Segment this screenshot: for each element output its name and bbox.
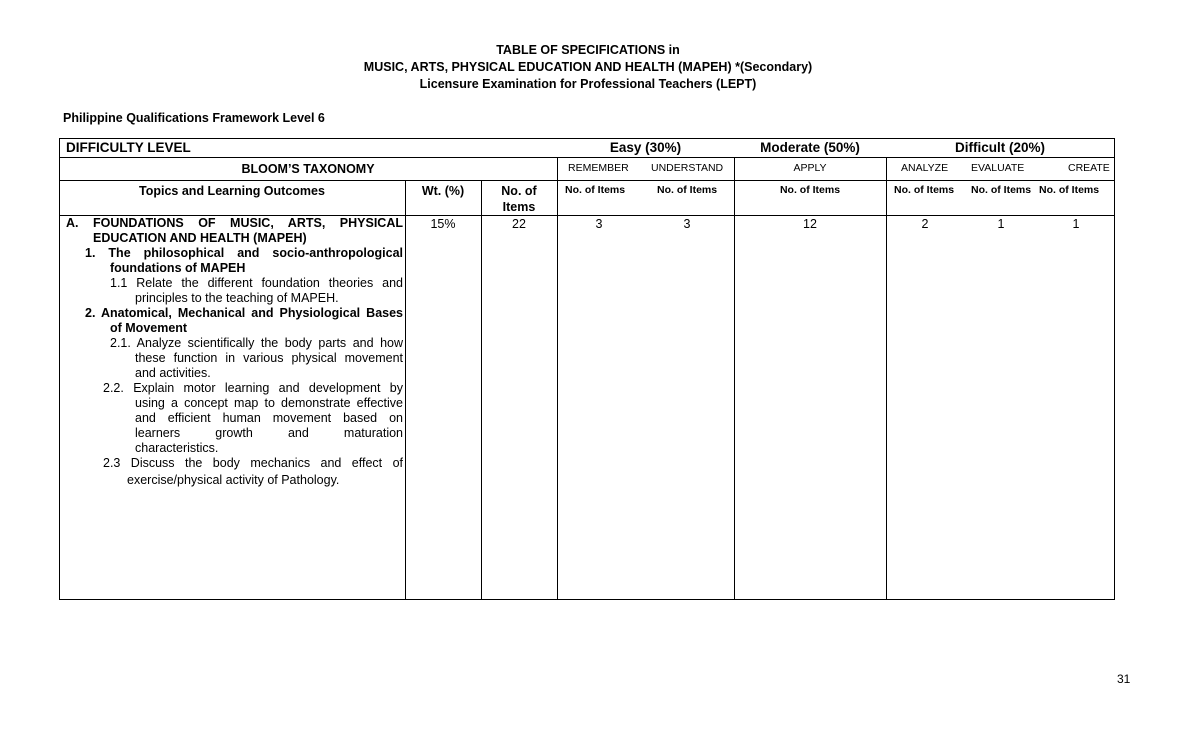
outcome-line-2-2e: characteristics. [135, 441, 219, 455]
understand-header: UNDERSTAND [651, 162, 724, 174]
outcome-line-2-3a: 2.3 Discuss the body mechanics and effect of [103, 456, 403, 470]
blooms-taxonomy-label: BLOOM’S TAXONOMY [241, 162, 375, 176]
remember-items-header: No. of Items [565, 184, 626, 196]
outcome-line-2-1a: 2.1. Analyze scientifically the body parts and how [110, 336, 403, 350]
apply-items-header: No. of Items [779, 184, 841, 196]
weight-value: 15% [430, 217, 456, 231]
table-border-top [59, 138, 1115, 139]
table-border-right [1114, 138, 1115, 600]
difficult-header: Difficult (20%) [954, 140, 1045, 155]
remember-header: REMEMBER [568, 162, 629, 174]
outcome-line-2-1b: these function in various physical movement [135, 351, 403, 365]
outcome-line-1-1a: 1.1 Relate the different foundation theories and [110, 276, 403, 290]
outcome-line-1-1b: principles to the teaching of MAPEH. [135, 291, 339, 305]
evaluate-value: 1 [997, 217, 1005, 231]
difficulty-level-label: DIFFICULTY LEVEL [66, 140, 191, 155]
outcome-line-2-2c: and efficient human movement based on [135, 411, 403, 425]
topic-line-2a: 2. Anatomical, Mechanical and Physiological Bases [85, 306, 403, 320]
col-rule-items [557, 157, 558, 600]
understand-items-header: No. of Items [657, 184, 718, 196]
topic-line-1b: foundations of MAPEH [110, 261, 246, 275]
col-rule-topics [405, 180, 406, 600]
no-items-value: 22 [512, 217, 526, 231]
evaluate-header: EVALUATE [971, 162, 1025, 174]
table-border-left [59, 138, 60, 600]
no-of-items-header-line2: Items [502, 200, 536, 214]
framework-label: Philippine Qualifications Framework Level 6 [63, 111, 325, 125]
col-rule-moderate [886, 157, 887, 600]
table-border-bottom [59, 599, 1115, 600]
create-items-header: No. of Items [1039, 184, 1100, 196]
topic-line-a1: A. FOUNDATIONS OF MUSIC, ARTS, PHYSICAL [66, 216, 403, 230]
outcome-line-2-2b: using a concept map to demonstrate effective [135, 396, 403, 410]
evaluate-items-header: No. of Items [971, 184, 1032, 196]
topic-cell [62, 216, 403, 488]
document-title: TABLE OF SPECIFICATIONS in [496, 43, 680, 57]
apply-value: 12 [803, 217, 817, 231]
outcome-line-2-3b: exercise/physical activity of Pathology. [127, 473, 340, 487]
outcome-line-2-2a: 2.2. Explain motor learning and development by [103, 381, 403, 395]
page-number: 31 [1117, 672, 1131, 686]
topic-line-2b: of Movement [110, 321, 188, 335]
document-exam-name: Licensure Examination for Professional Teachers (LEPT) [419, 77, 757, 91]
apply-header: APPLY [793, 162, 827, 174]
create-header: CREATE [1068, 162, 1110, 174]
topics-header: Topics and Learning Outcomes [139, 184, 325, 198]
outcome-line-2-1c: and activities. [135, 366, 211, 380]
understand-value: 3 [683, 217, 691, 231]
no-of-items-header-line1: No. of [501, 184, 537, 198]
analyze-header: ANALYZE [901, 162, 949, 174]
topic-line-1a: 1. The philosophical and socio-anthropological [85, 246, 403, 260]
document-subject: MUSIC, ARTS, PHYSICAL EDUCATION AND HEALTH (MAPEH) *(Secondary) [363, 60, 813, 74]
analyze-items-header: No. of Items [894, 184, 955, 196]
col-rule-wt [481, 180, 482, 600]
moderate-header: Moderate (50%) [760, 140, 860, 155]
weight-header: Wt. (%) [421, 184, 465, 198]
remember-value: 3 [595, 217, 603, 231]
table-rule-bloom [59, 180, 1115, 181]
analyze-value: 2 [921, 217, 929, 231]
easy-header: Easy (30%) [609, 140, 682, 155]
outcome-line-2-2d: learners growth and maturation [135, 426, 403, 440]
table-rule-difficulty [59, 157, 1115, 158]
create-value: 1 [1072, 217, 1080, 231]
topic-line-a2: EDUCATION AND HEALTH (MAPEH) [93, 231, 307, 245]
